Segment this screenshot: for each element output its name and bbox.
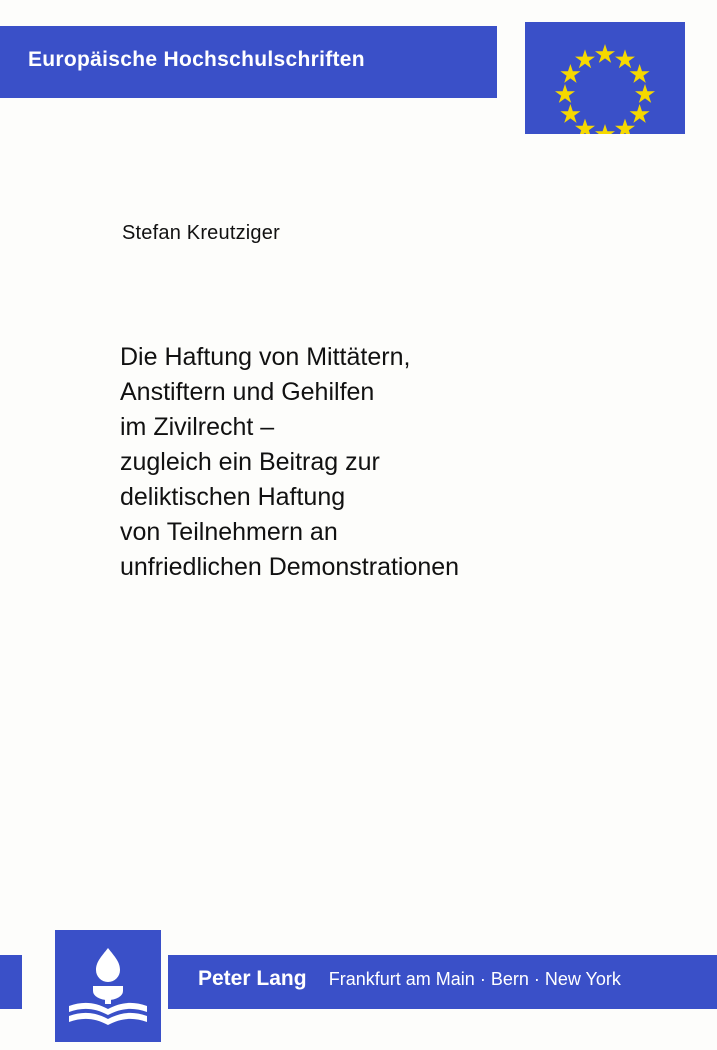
title-line: zugleich ein Beitrag zur xyxy=(120,448,380,476)
book-flame-logo-icon xyxy=(55,930,161,1042)
title-line: Anstiftern und Gehilfen xyxy=(120,378,375,406)
title-line: Die Haftung von Mittätern, xyxy=(120,343,411,371)
eu-flag-icon xyxy=(525,22,685,134)
title-line: im Zivilrecht – xyxy=(120,413,275,441)
series-banner xyxy=(0,26,497,98)
publisher-name: Peter Lang xyxy=(198,967,307,990)
title-line: unfriedlichen Demonstrationen xyxy=(120,553,460,581)
logo-stub xyxy=(0,955,22,1009)
title-line: deliktischen Haftung xyxy=(120,483,346,511)
series-title: Europäische Hochschulschriften xyxy=(28,48,365,71)
book-title xyxy=(120,340,680,585)
author-name: Stefan Kreutziger xyxy=(122,222,280,244)
publisher-cities: Frankfurt am Main · Bern · New York xyxy=(328,969,621,989)
title-line: von Teilnehmern an xyxy=(120,518,338,546)
publisher-line xyxy=(198,967,621,991)
